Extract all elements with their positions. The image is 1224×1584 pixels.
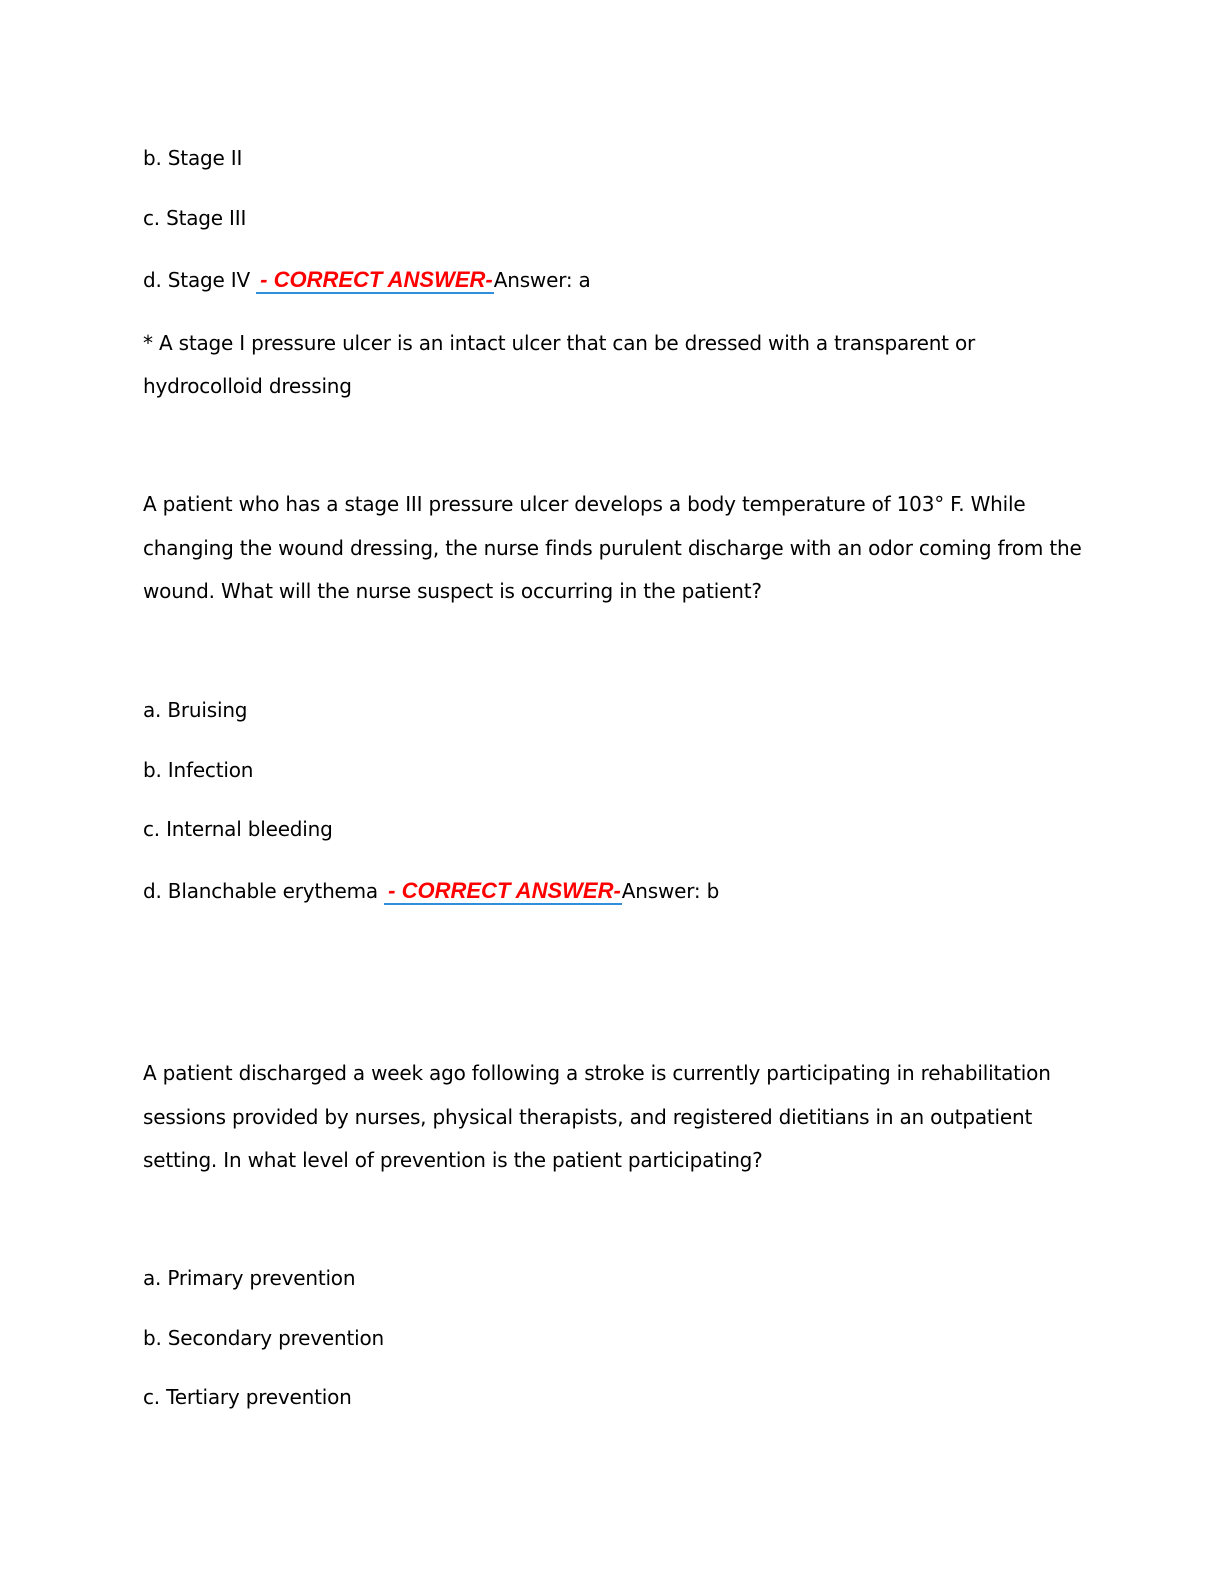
q3-question-line3: setting. In what level of prevention is the patient participating? bbox=[143, 1148, 763, 1172]
q2-question-line1: A patient who has a stage III pressure ulcer develops a body temperature of 103° F. While bbox=[143, 492, 1026, 516]
q1-option-d-row bbox=[143, 267, 591, 293]
q1-option-b: b. Stage II bbox=[143, 146, 243, 170]
q2-option-d-row bbox=[143, 878, 719, 904]
q2-correct-answer-marker: - CORRECT ANSWER- bbox=[384, 878, 622, 905]
q3-question-line2: sessions provided by nurses, physical therapists, and registered dietitians in an outpatient bbox=[143, 1105, 1033, 1129]
q3-option-b: b. Secondary prevention bbox=[143, 1326, 384, 1350]
q1-correct-answer-marker: - CORRECT ANSWER- bbox=[256, 267, 494, 294]
q2-answer: Answer: b bbox=[621, 879, 720, 903]
q1-answer: Answer: a bbox=[493, 268, 591, 292]
q1-rationale-line1: * A stage I pressure ulcer is an intact ulcer that can be dressed with a transparent or bbox=[143, 331, 976, 355]
q1-option-d: d. Stage IV bbox=[143, 268, 250, 292]
q3-option-c: c. Tertiary prevention bbox=[143, 1385, 352, 1409]
q3-option-a: a. Primary prevention bbox=[143, 1266, 356, 1290]
q2-option-c: c. Internal bleeding bbox=[143, 817, 333, 841]
q2-option-a: a. Bruising bbox=[143, 698, 248, 722]
q2-question-line3: wound. What will the nurse suspect is occurring in the patient? bbox=[143, 579, 762, 603]
q2-option-d: d. Blanchable erythema bbox=[143, 879, 378, 903]
q2-option-b: b. Infection bbox=[143, 758, 254, 782]
q1-rationale-line2: hydrocolloid dressing bbox=[143, 374, 352, 398]
q1-option-c: c. Stage III bbox=[143, 206, 247, 230]
q2-question-line2: changing the wound dressing, the nurse finds purulent discharge with an odor coming from the bbox=[143, 536, 1082, 560]
q3-question-line1: A patient discharged a week ago following a stroke is currently participating in rehabilitation bbox=[143, 1061, 1051, 1085]
